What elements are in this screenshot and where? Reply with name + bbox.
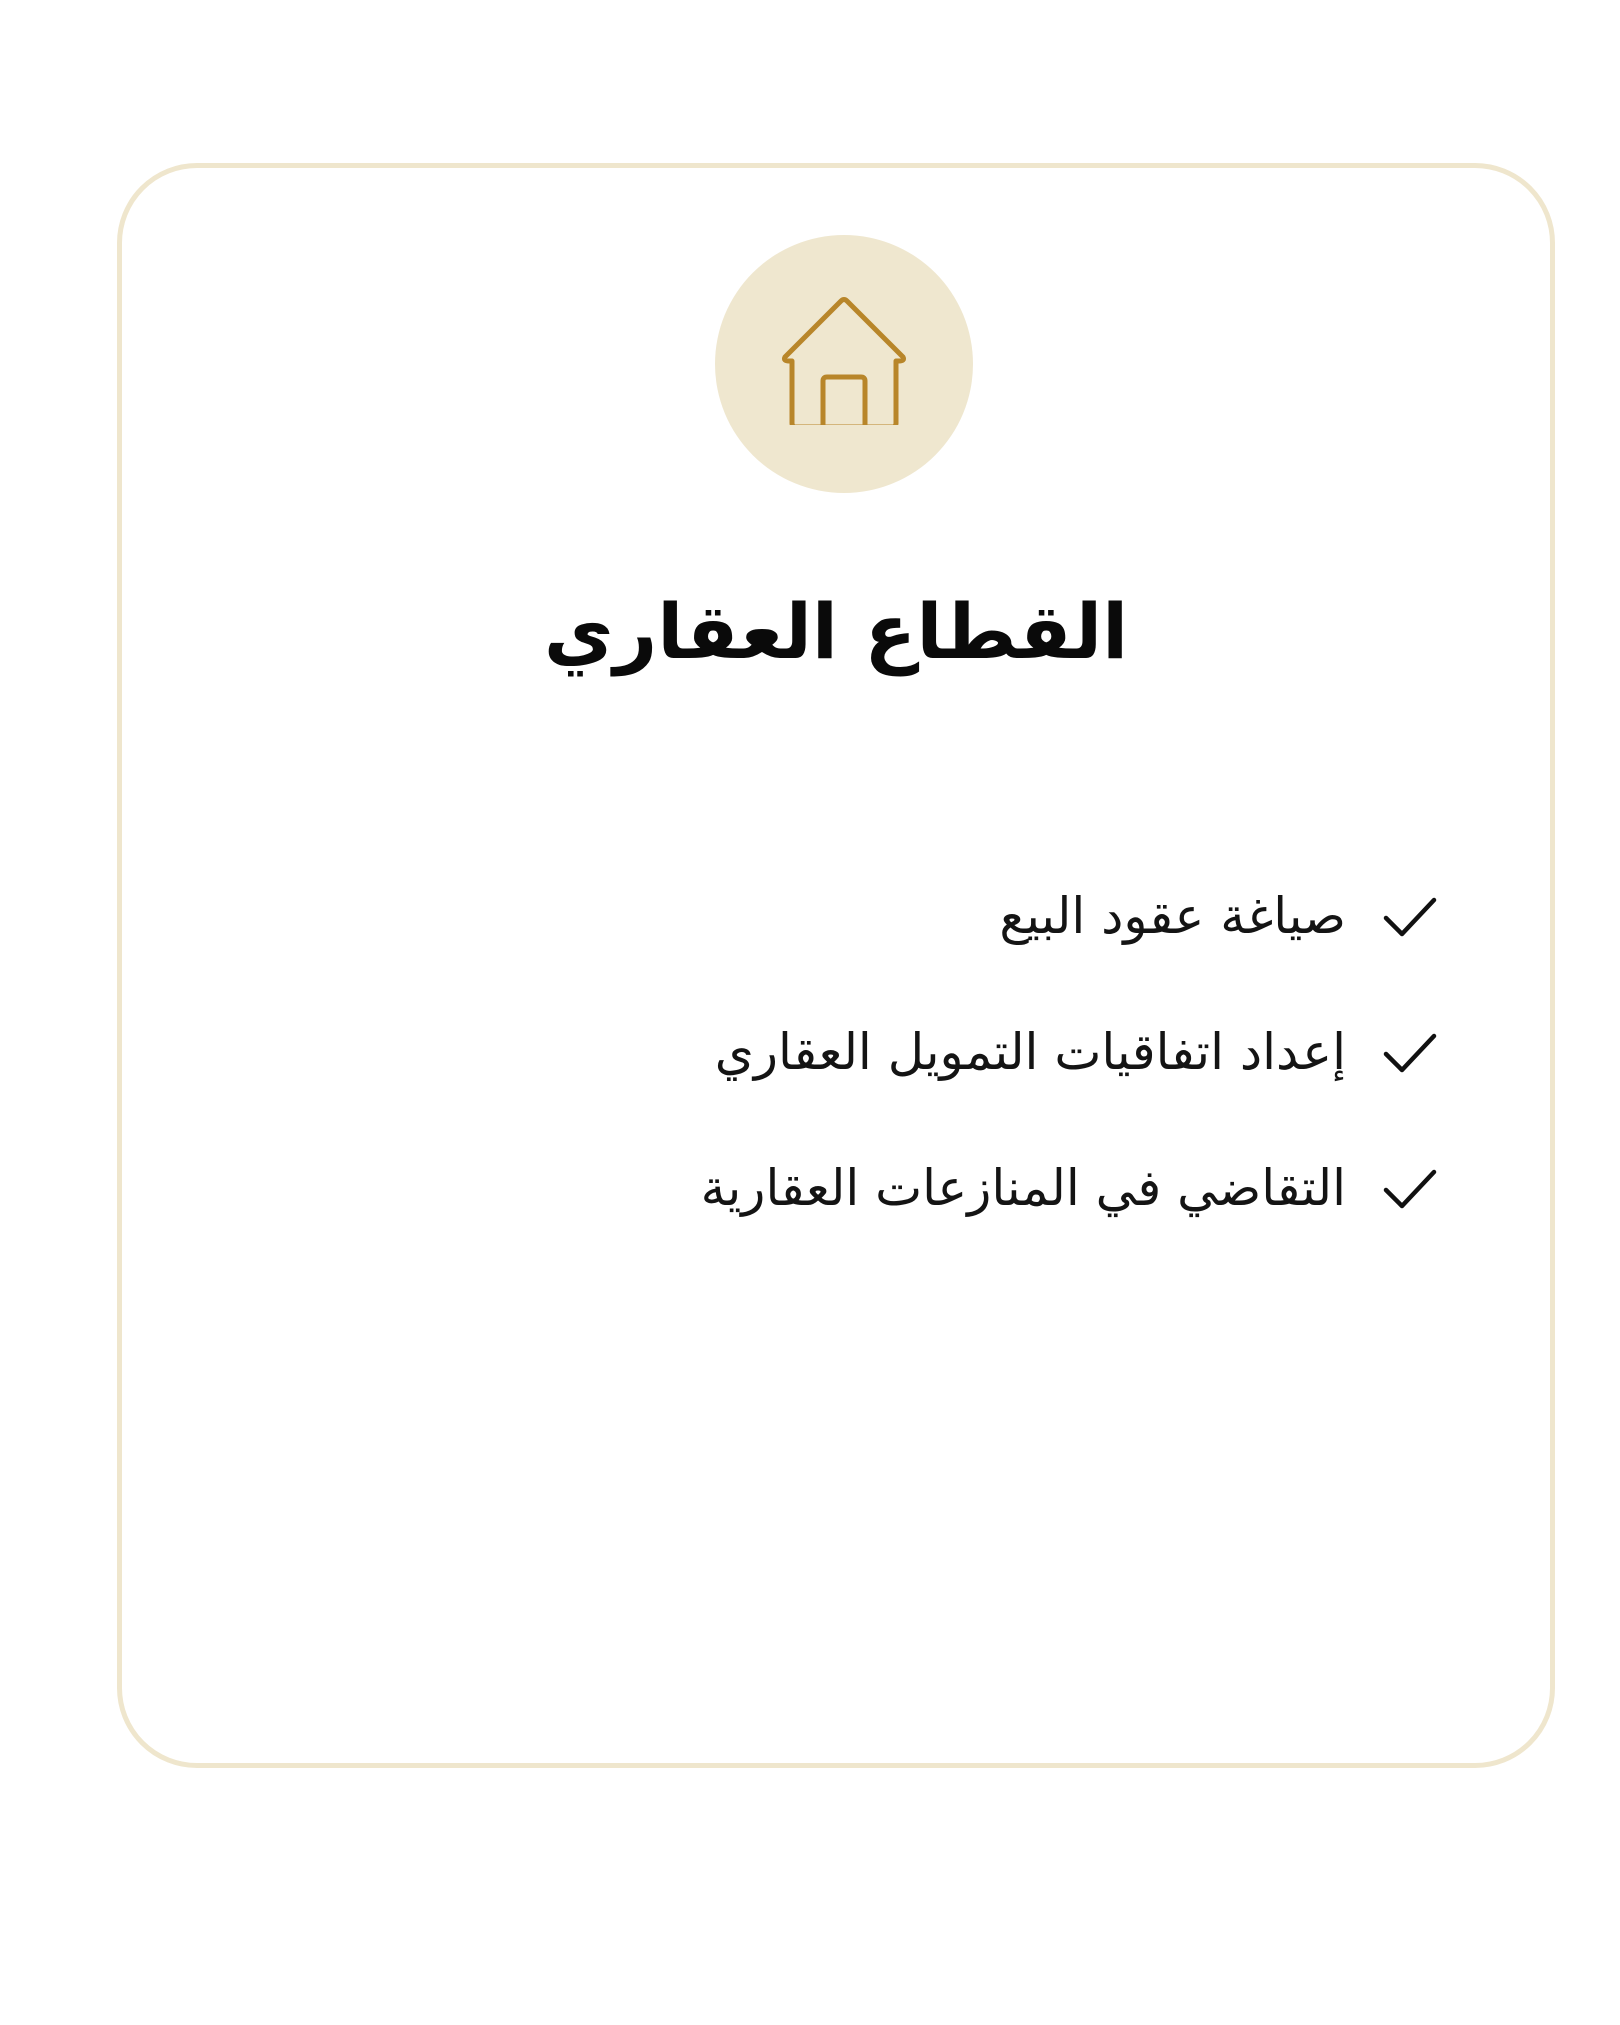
feature-label: التقاضي في المنازعات العقارية <box>700 1159 1346 1217</box>
list-item <box>701 848 1440 984</box>
service-card <box>117 163 1555 1768</box>
house-icon <box>779 295 909 425</box>
feature-list <box>701 848 1440 1256</box>
feature-label: إعداد اتفاقيات التمويل العقاري <box>714 1023 1346 1081</box>
check-icon <box>1380 1022 1440 1082</box>
icon-circle <box>715 235 973 493</box>
list-item <box>701 984 1440 1120</box>
list-item <box>701 1120 1440 1256</box>
check-icon <box>1380 1158 1440 1218</box>
card-title: القطاع العقاري <box>543 587 1129 676</box>
check-icon <box>1380 886 1440 946</box>
feature-label: صياغة عقود البيع <box>999 887 1346 945</box>
